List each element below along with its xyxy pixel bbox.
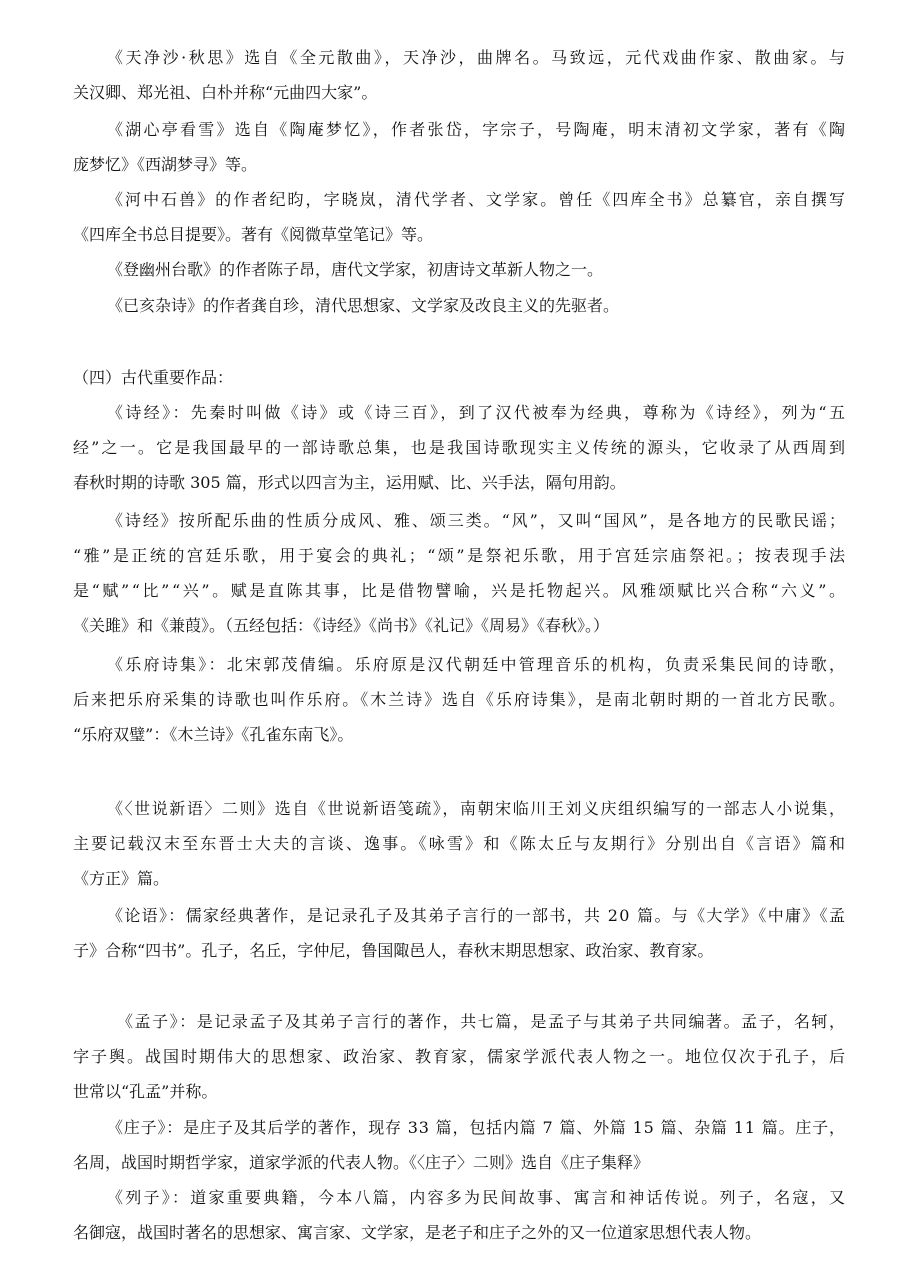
- text-line: 是“赋”“比”“兴”。赋是直陈其事，比是借物譬喻，兴是托物起兴。风雅颂赋比兴合称“六义”。: [73, 581, 848, 600]
- text-line: 《诗经》按所配乐曲的性质分成风、雅、颂三类。“风”，又叫“国风”，是各地方的民歌民谣；: [107, 511, 847, 530]
- text-line: “雅”是正统的宫廷乐歌，用于宴会的典礼；“颂”是祭祀乐歌，用于宫廷宗庙祭祀。；按表现手法: [73, 546, 848, 565]
- paragraph-liezi: [73, 1180, 848, 1250]
- text-line: 庞梦忆》《西湖梦寻》等。: [73, 155, 258, 174]
- paragraph-yuefushiji: [73, 647, 848, 752]
- text-line: 《四库全书总目提要》。著有《阅微草堂笔记》等。: [73, 225, 434, 244]
- text-line: 《登幽州台歌》的作者陈子昂，唐代文学家，初唐诗文革新人物之一。: [107, 260, 604, 279]
- text-line: 《庄子》：是庄子及其后学的著作，现存 33 篇，包括内篇 7 篇、外篇 15 篇、杂篇 11 篇。庄子，: [107, 1118, 846, 1137]
- text-line: 《列子》：道家重要典籍，今本八篇，内容多为民间故事、寓言和神话传说。列子，名寇，又: [107, 1188, 848, 1207]
- paragraph-hezhongshishou: [73, 182, 848, 252]
- text-line: 《〈世说新语〉二则》选自《世说新语笺疏》，南朝宋临川王刘义庆组织编写的一部志人小说集，: [107, 799, 847, 818]
- text-line: 经”之一。它是我国最早的一部诗歌总集，也是我国诗歌现实主义传统的源头，它收录了从西周到: [73, 438, 848, 457]
- paragraph-shijing: [73, 395, 848, 500]
- paragraph-huxinting: [73, 112, 848, 182]
- text-line: 名御寇，战国时著名的思想家、寓言家、文学家，是老子和庄子之外的又一位道家思想代表人物。: [73, 1223, 762, 1242]
- text-line: 主要记载汉末至东晋士大夫的言谈、逸事。《咏雪》和《陈太丘与友期行》分别出自《言语》篇和: [73, 834, 848, 853]
- text-line: 《已亥杂诗》的作者龚自珍，清代思想家、文学家及改良主义的先驱者。: [107, 296, 620, 315]
- text-line: 《乐府诗集》：北宋郭茂倩编。乐府原是汉代朝廷中管理音乐的机构，负责采集民间的诗歌，: [107, 655, 848, 674]
- text-line: 《方正》篇。: [73, 869, 170, 888]
- text-line: 关汉卿、郑光祖、白朴并称“元曲四大家”。: [73, 83, 378, 102]
- paragraph-zhuangzi: [73, 1110, 845, 1180]
- text-line: 《诗经》：先秦时叫做《诗》或《诗三百》，到了汉代被奉为经典，尊称为《诗经》，列为“五: [107, 403, 848, 422]
- paragraph-mengzi: [73, 1004, 845, 1109]
- text-line: 《河中石兽》的作者纪昀，字晓岚，清代学者、文学家。曾任《四库全书》总纂官，亲自撰写: [107, 190, 848, 209]
- paragraph-shijing-categories: [73, 503, 848, 643]
- text-line: 《孟子》：是记录孟子及其弟子言行的著作，共七篇，是孟子与其弟子共同编著。孟子，名轲，: [117, 1012, 847, 1031]
- text-line: 《关雎》和《兼葭》。（五经包括：《诗经》《尚书》《礼记》《周易》《春秋》。）: [73, 616, 610, 635]
- text-line: 名周，战国时期哲学家，道家学派的代表人物。《〈庄子〉二则》选自《庄子集释》: [73, 1153, 650, 1172]
- text-line: 《论语》：儒家经典著作，是记录孔子及其弟子言行的一部书，共 20 篇。与《大学》《中庸》《孟: [107, 906, 847, 925]
- text-line: “乐府双璧”：《木兰诗》《孔雀东南飞》。: [73, 725, 354, 744]
- text-line: 后来把乐府采集的诗歌也叫作乐府。《木兰诗》选自《乐府诗集》，是南北朝时期的一首北方民歌。: [73, 690, 847, 709]
- text-line: 春秋时期的诗歌 305 篇，形式以四言为主，运用赋、比、兴手法，隔句用韵。: [73, 473, 626, 492]
- text-line: 《天净沙·秋思》选自《全元散曲》，天净沙，曲牌名。马致远，元代戏曲作家、散曲家。与: [107, 48, 848, 67]
- paragraph-tianjingsha: [73, 40, 848, 110]
- text-line: 字子舆。战国时期伟大的思想家、政治家、教育家，儒家学派代表人物之一。地位仅次于孔子，后: [73, 1047, 847, 1066]
- text-line: 《湖心亭看雪》选自《陶庵梦忆》，作者张岱，字宗子，号陶庵，明末清初文学家，著有《陶: [107, 120, 848, 139]
- section-heading-text: （四）古代重要作品：: [73, 368, 234, 387]
- paragraph-lunyu: [73, 898, 845, 968]
- text-line: 子》合称“四书”。孔子，名丘，字仲尼，鲁国陬邑人，春秋末期思想家、政治家、教育家。: [73, 941, 714, 960]
- section-heading: [73, 360, 845, 395]
- text-line: 世常以“孔孟”并称。: [73, 1082, 218, 1101]
- paragraph-dengyouzhoutai: [73, 252, 845, 287]
- paragraph-jihaizashi: [73, 288, 845, 323]
- paragraph-shishuoxinyu: [73, 791, 848, 896]
